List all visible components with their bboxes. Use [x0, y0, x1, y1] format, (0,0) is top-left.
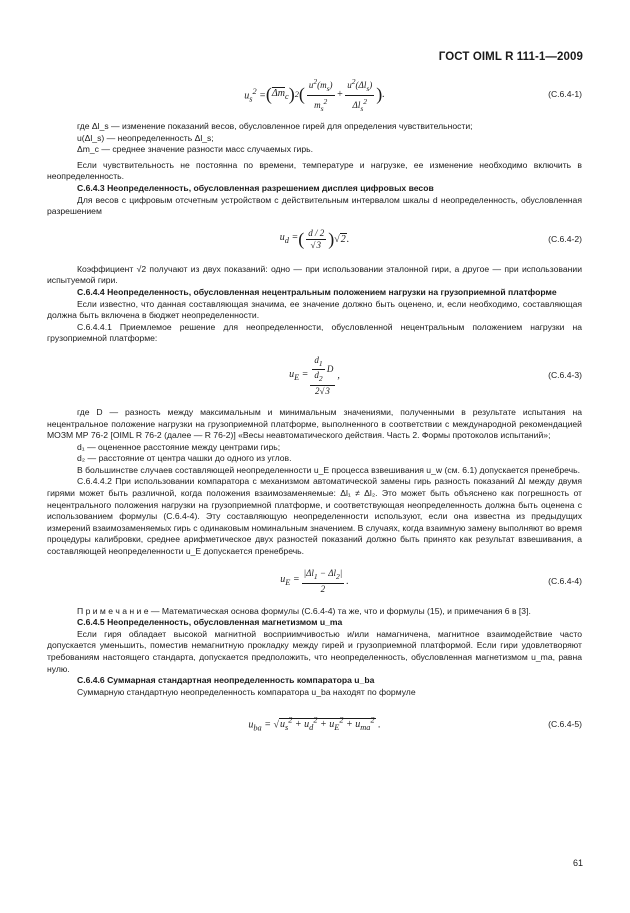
where-delta-mc: Δm_c — среднее значение разности масс случаемых гирь. — [77, 144, 313, 155]
where-d1: d₁ — оцененное расстояние между центрами гирь; — [77, 441, 281, 452]
most-cases-paragraph: В большинстве случаев составляющей неопределенности u_E процесса взвешивания u_w (см. 6.1) допускается пренебречь. — [77, 464, 581, 475]
paragraph-c643: Для весов с цифровым отсчетным устройством с действительным интервалом шкалы d неопределенность, обусловленная разрешением — [47, 194, 582, 217]
paragraph-c645: Если гиря обладает высокой магнитной восприимчивостью и/или намагничена, магнитное взаимодействие часто допускается уменьшить, поместив немагнитную прокладку между гирей и грузоприемной платформой. Если гири удовлетворяют требованиям настоящего стандарта, допускается предположить, что неопределенность, обусловленная магнетизмом u_ma, равна нулю. — [47, 628, 582, 674]
where-u-delta-ls: u(Δl_s) — неопределенность Δl_s; — [77, 132, 214, 143]
standard-header: ГОСТ OIML R 111-1—2009 — [438, 51, 583, 63]
heading-c644: C.6.4.4 Неопределенность, обусловленная нецентральным положением нагрузки на грузоприемной платформе — [77, 286, 557, 297]
page-content — [47, 78, 582, 746]
paragraph-c646: Суммарную стандартную неопределенность компаратора u_ba находят по формуле — [77, 686, 416, 697]
formula-c642: $u_d$ = ( $\frac{d / 2}{√3}$ ) √2. (C.6.4-2) — [279, 227, 582, 251]
formula-number: (C.6.4-1) — [548, 89, 582, 100]
paragraph-c6441: C.6.4.4.1 Приемлемое решение для неопределенности, обусловленной нецентральным положением нагрузки на грузоприемной платформе: — [47, 321, 582, 344]
formula-c641: $u_s^2$ = ( $\Delta m_c$ ) 2 ( $\frac{u^2(m_s)}{m_s^2}$ + $\frac{u^2(\Delta l_s)}{\Delta l_s^2}$ ) . (C.6.4-1) — [244, 77, 582, 113]
heading-c645: C.6.4.5 Неопределенность, обусловленная магнетизмом u_ma — [77, 617, 343, 628]
formula-c644: $u_E$ = $\frac{|\Delta l_1 - \Delta l_2|}{2}$ . (C.6.4-4) — [280, 568, 582, 594]
paragraph-c644: Если известно, что данная составляющая значима, ее значение должно быть оценено, и, если необходимо, составляющая должна быть включена в бюджет неопределенности. — [47, 298, 582, 321]
formula-c643: $u_E$ = $\frac{d_1}{d_2}$ D 2√3 , (C.6.4-3) — [289, 354, 582, 396]
formula-number: (C.6.4-5) — [548, 718, 582, 729]
formula-number: (C.6.4-4) — [548, 575, 582, 586]
sensitivity-paragraph: Если чувствительность не постоянна по времени, температуре и нагрузке, ее изменение необходимо включить в неопределенность. — [47, 159, 582, 182]
heading-c646: C.6.4.6 Суммарная стандартная неопределенность компаратора u_ba — [77, 675, 375, 686]
where-delta-ls: где Δl_s — изменение показаний весов, обусловленное гирей для определения чувствительности; — [77, 121, 473, 131]
page-number: 61 — [572, 858, 583, 868]
heading-c643: C.6.4.3 Неопределенность, обусловленная разрешением дисплея цифровых весов — [77, 182, 434, 193]
where-D: где D — разность между максимальным и минимальным значениями, полученными в результате испытания на нецентральное положение нагрузки на грузоприемной платформе, выполненного в соответствии с международной рекомендацией МОЗМ МР 76-2 [OIML R 76-2 (далее — R 76-2)] «Весы неавтоматического действия. Часть 2. Формы протоколов испытаний»; — [47, 406, 582, 441]
formula-number: (C.6.4-2) — [548, 233, 582, 244]
formula-number: (C.6.4-3) — [548, 370, 582, 381]
formula-c645: $u_{ba} = √u_s^2 + u_d^2 + u_E^2 + u_{ma}^2$ . (C.6.4-5) — [248, 715, 582, 733]
note-paragraph: П р и м е ч а н и е — Математическая основа формулы (C.6.4-4) та же, что и формулы (15), и примечания 6 в [3]. — [77, 605, 531, 616]
where-d2: d₂ — расстояние от центра чашки до одного из углов. — [77, 453, 292, 464]
coefficient-paragraph: Коэффициент √2 получают из двух показаний: одно — при использовании эталонной гири, а другое — при использовании испытуемой гири. — [47, 263, 582, 286]
paragraph-c6442: C.6.4.4.2 При использовании компаратора с механизмом автоматической замены гирь разность показаний Δl между двумя гирями может быть различной, когда положения взаимозаменяемые: Δl₁ ≠ Δl₂. Это может быть объяснено как погрешность от нецентрального положения нагрузки на грузоприемной платформе, и соответствующая неопределенность должна быть оценена с использованием формулы (C.6.4-4). Эту составляющую неопределенности используют, если она известна из предыдущих измерений взаимозаменяемых гирь с одинаковым номинальным значением. В случаях, когда взаимную замену выполняют во время процедуры калибровки, среднее арифметическое двух разностей показаний должно быть принято как результат взвешивания, а составляющей неопределенности u_E допускается пренебречь. — [47, 476, 582, 557]
